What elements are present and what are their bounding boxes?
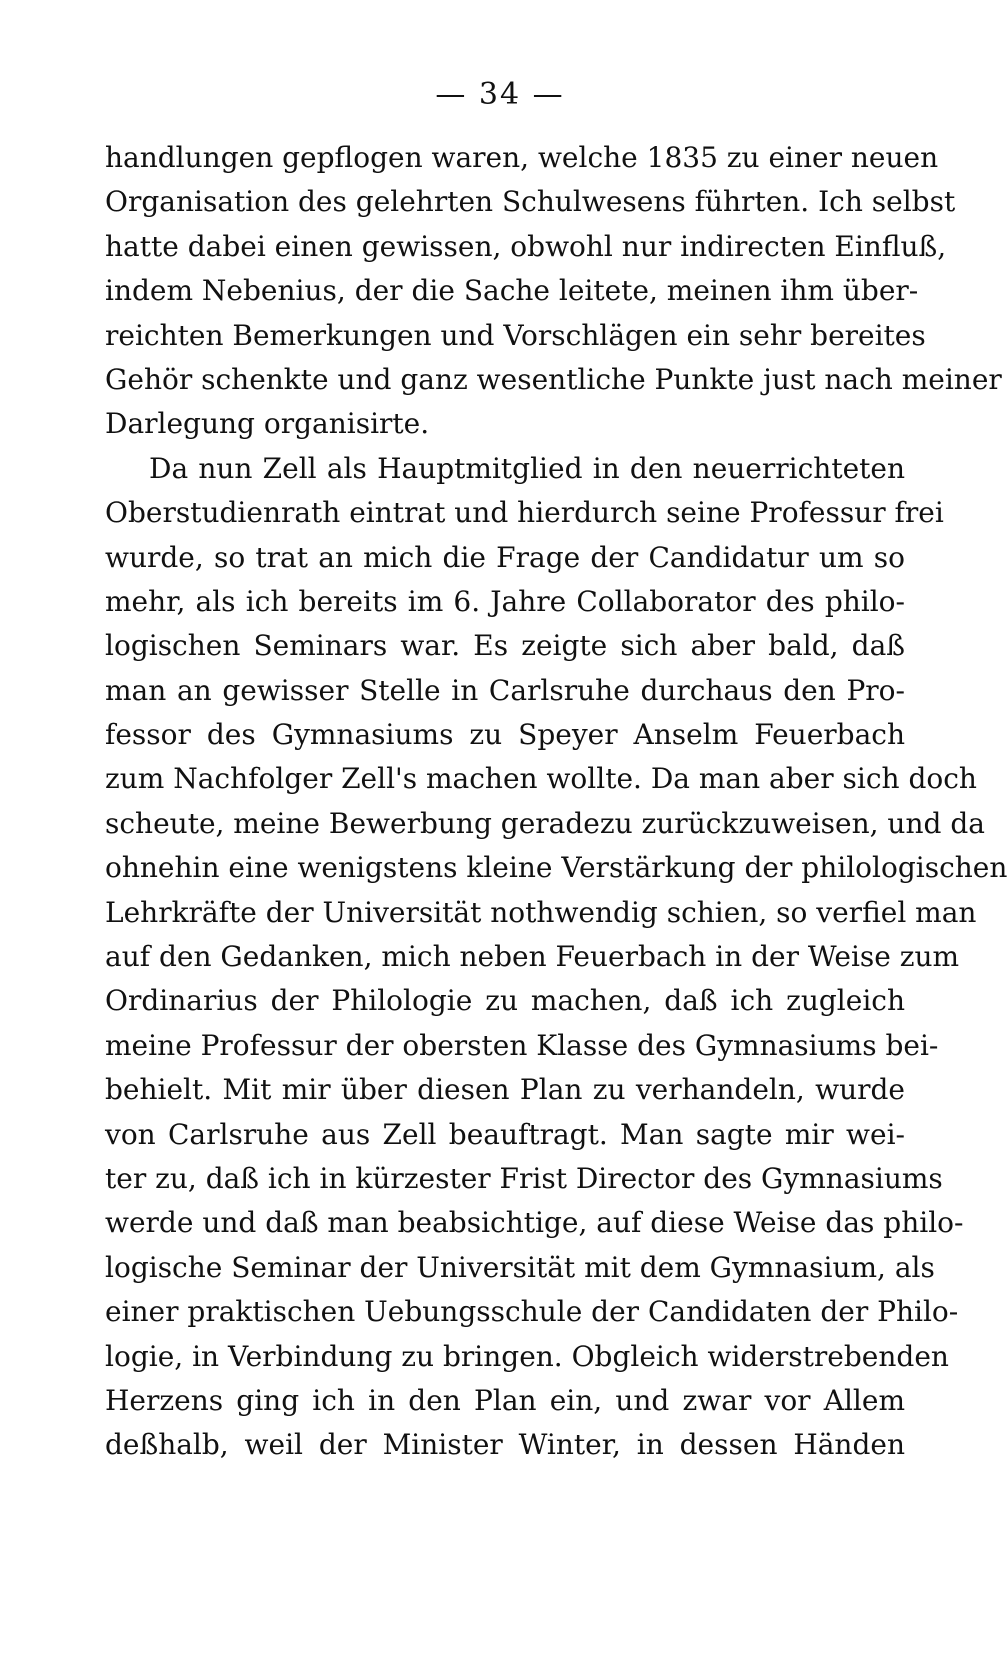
text-line: Organisation des gelehrten Schulwesens führten. Ich selbst [105, 185, 956, 219]
text-line: Ordinarius der Philologie zu machen, daß ich zugleich [105, 984, 905, 1018]
text-line: Herzens ging ich in den Plan ein, und zwar vor Allem [105, 1383, 905, 1417]
text-line: man an gewisser Stelle in Carlsruhe durchaus den Pro- [105, 673, 905, 707]
text-line: einer praktischen Uebungsschule der Candidaten der Philo- [105, 1295, 959, 1329]
text-line: behielt. Mit mir über diesen Plan zu verhandeln, wurde [105, 1073, 905, 1107]
text-line: mehr, als ich bereits im 6. Jahre Collaborator des philo- [105, 584, 905, 618]
text-line: logische Seminar der Universität mit dem Gymnasium, als [105, 1250, 935, 1284]
text-line: werde und daß man beabsichtige, auf diese Weise das philo- [105, 1206, 964, 1240]
text-line: indem Nebenius, der die Sache leitete, meinen ihm über- [105, 274, 919, 308]
text-line: hatte dabei einen gewissen, obwohl nur indirecten Einfluß, [105, 229, 947, 263]
text-line: handlungen gepflogen waren, welche 1835 zu einer neuen [105, 141, 939, 174]
text-line: Gehör schenkte und ganz wesentliche Punkte just nach meiner [105, 362, 1002, 396]
paragraph-start-line: Da nun Zell als Hauptmitglied in den neuerrichteten [149, 451, 905, 485]
text-line: fessor des Gymnasiums zu Speyer Anselm Feuerbach [105, 718, 905, 752]
text-line: auf den Gedanken, mich neben Feuerbach in der Weise zum [105, 940, 960, 974]
text-line: Darlegung organisirte. [105, 407, 430, 441]
page-number: — 34 — [435, 77, 565, 112]
text-line: ter zu, daß ich in kürzester Frist Director des Gymnasiums [105, 1161, 943, 1195]
text-line: logie, in Verbindung zu bringen. Obgleich widerstrebenden [105, 1339, 949, 1373]
text-line: ohnehin eine wenigstens kleine Verstärkung der philologischen [105, 851, 1007, 885]
text-line: Lehrkräfte der Universität nothwendig schien, so verfiel man [105, 895, 977, 929]
text-line: von Carlsruhe aus Zell beauftragt. Man sagte mir wei- [105, 1117, 905, 1151]
text-line: zum Nachfolger Zell's machen wollte. Da man aber sich doch [105, 762, 977, 796]
text-line: scheute, meine Bewerbung geradezu zurückzuweisen, und da [105, 806, 985, 840]
text-line: reichten Bemerkungen und Vorschlägen ein sehr bereites [105, 318, 926, 352]
text-line: logischen Seminars war. Es zeigte sich aber bald, daß [105, 629, 905, 663]
text-line: meine Professur der obersten Klasse des Gymnasiums bei- [105, 1028, 939, 1062]
text-line: deßhalb, weil der Minister Winter, in dessen Händen [105, 1428, 905, 1462]
body-text [105, 136, 1007, 1468]
text-line: wurde, so trat an mich die Frage der Candidatur um so [105, 540, 905, 574]
text-line: Oberstudienrath eintrat und hierdurch seine Professur frei [105, 496, 944, 530]
